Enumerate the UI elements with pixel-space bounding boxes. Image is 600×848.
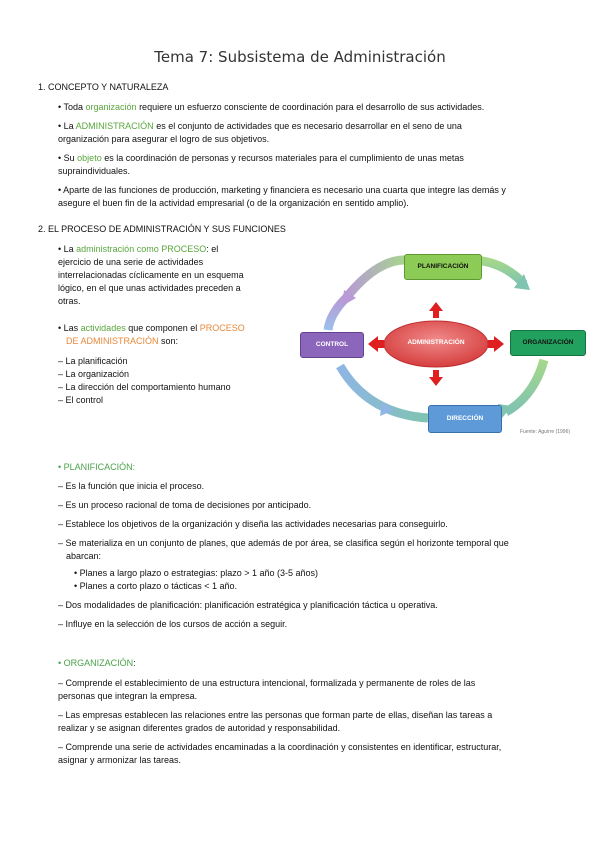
box-planificacion: PLANIFICACIÓN	[404, 254, 482, 280]
s2-para-1-l3: interrelacionadas cíclicamente en un esquema	[58, 270, 244, 280]
box-direccion: DIRECCIÓN	[428, 405, 502, 433]
s2-para-1: • La administración como PROCESO: el	[58, 244, 219, 254]
org-item-line2: personas que integran la empresa.	[58, 691, 198, 701]
plan-item: – Dos modalidades de planificación: planificación estratégica y planificación táctica u operativa.	[58, 600, 438, 610]
section-2-heading: 2. EL PROCESO DE ADMINISTRACIÓN Y SUS FUNCIONES	[38, 224, 286, 234]
arrow-up	[429, 302, 443, 318]
plan-subitem: • Planes a largo plazo o estrategias: plazo > 1 año (3-5 años)	[74, 568, 319, 578]
s1-bullet-3: • Su objeto es la coordinación de personas y recursos materiales para el cumplimiento de unas metas	[58, 153, 464, 163]
plan-item: – Se materializa en un conjunto de planes, que además de por área, se clasifica según el horizonte temporal que	[58, 538, 509, 548]
cycle-arc-right	[506, 360, 544, 412]
s1-bullet-4: • Aparte de las funciones de producción, marketing y financiera es necesario una cuarta que integre las demás y	[58, 185, 506, 195]
s1-bullet-2-line2: organización para asegurar el logro de sus objetivos.	[58, 134, 270, 144]
planificacion-heading: • PLANIFICACIÓN:	[58, 462, 136, 472]
administration-cycle-diagram	[298, 236, 588, 441]
org-item-line2: realizar y se asignan diferentes grados de autoridad y responsabilidad.	[58, 723, 341, 733]
s2-para-2: • Las actividades que componen el PROCESO	[58, 323, 245, 333]
page-title: Tema 7: Subsistema de Administración	[154, 48, 446, 66]
s2-para-1-l4: lógico, en el que unas actividades preceden a	[58, 283, 241, 293]
activity-list-item: – La organización	[58, 369, 130, 379]
s1-bullet-4-line2: asegure el buen fin de la actividad empresarial (o de la organización en sentido amplio).	[58, 198, 409, 208]
s2-para-2-line2: DE ADMINISTRACIÓN son:	[66, 336, 179, 346]
cycle-arc-top	[346, 260, 408, 298]
s1-bullet-1: • Toda organización requiere un esfuerzo consciente de coordinación para el desarrollo de sus actividades.	[58, 102, 485, 112]
arrow-right	[488, 336, 504, 352]
plan-item: – Influye en la selección de los cursos de acción a seguir.	[58, 619, 288, 629]
box-control: CONTROL	[300, 332, 364, 358]
plan-subitem: • Planes a corto plazo o tácticas < 1 año.	[74, 581, 237, 591]
plan-item-line2: abarcan:	[66, 551, 102, 561]
s1-bullet-2: • La ADMINISTRACIÓN es el conjunto de actividades que es necesario desarrollar en el seno de una	[58, 121, 462, 131]
plan-item: – Es la función que inicia el proceso.	[58, 481, 205, 491]
organizacion-heading: • ORGANIZACIÓN:	[58, 658, 136, 668]
box-organizacion: ORGANIZACIÓN	[510, 330, 586, 356]
center-label: ADMINISTRACIÓN	[407, 339, 465, 346]
org-item: – Las empresas establecen las relaciones entre las personas que forman parte de ellas, diseñan las tareas a	[58, 710, 493, 720]
s2-para-1-l5: otras.	[58, 296, 81, 306]
plan-item: – Es un proceso racional de toma de decisiones por anticipado.	[58, 500, 312, 510]
org-item: – Comprende el establecimiento de una estructura intencional, formalizada y permanente de roles de las	[58, 678, 476, 688]
arrow-down	[429, 370, 443, 386]
plan-item: – Establece los objetivos de la organización y diseña las actividades necesarias para conseguirlo.	[58, 519, 448, 529]
activity-list-item: – La dirección del comportamiento humano	[58, 382, 231, 392]
org-item-line2: asignar y armonizar las tareas.	[58, 755, 182, 765]
section-1-heading: 1. CONCEPTO Y NATURALEZA	[38, 82, 169, 92]
org-item: – Comprende una serie de actividades encaminadas a la coordinación y consistentes en identificar, estructurar,	[58, 742, 502, 752]
activity-list-item: – El control	[58, 395, 104, 405]
activity-list-item: – La planificación	[58, 356, 128, 366]
arrow-left	[368, 336, 384, 352]
s1-bullet-3-line2: supraindividuales.	[58, 166, 131, 176]
figure-source: Fuente: Aguirre (1996)	[520, 429, 571, 435]
s2-para-1-l2: ejercicio de una serie de actividades	[58, 257, 204, 267]
